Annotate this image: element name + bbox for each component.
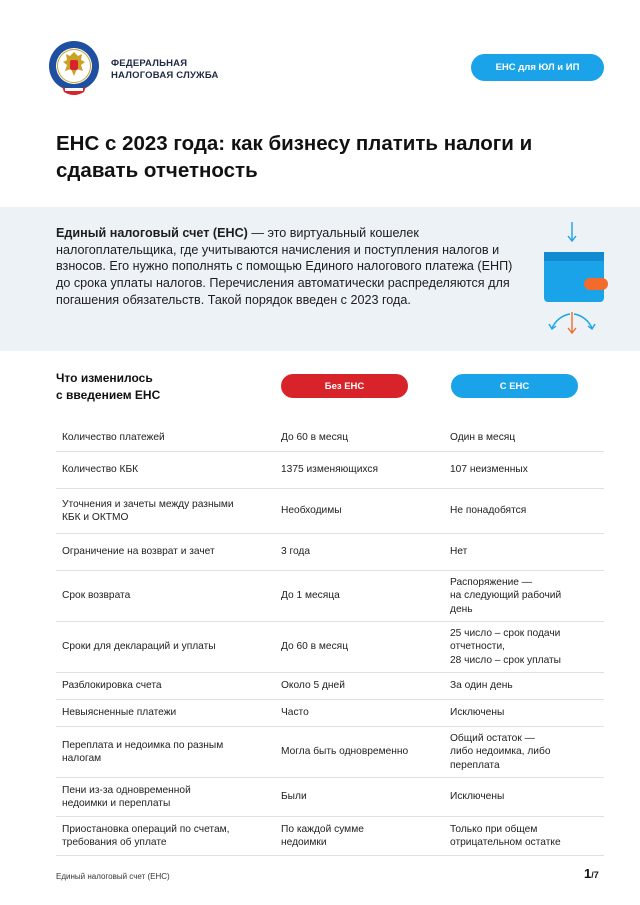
table-row (56, 452, 604, 489)
ens-for-business-button[interactable]: ЕНС для ЮЛ и ИП (471, 54, 604, 81)
row-without-ens: 3 года (281, 546, 311, 558)
row-without-ens: До 60 в месяц (281, 432, 349, 444)
row-item: Количество КБК (62, 464, 139, 476)
header (0, 0, 640, 110)
table-row (56, 673, 604, 700)
row-with-ens: Только при общем отрицательном остатке (450, 823, 561, 848)
row-with-ens: Исключены (450, 707, 505, 719)
row-with-ens: 25 число – срок подачи отчетности, 28 число – срок уплаты (450, 627, 562, 666)
row-item: Сроки для деклараций и уплаты (62, 641, 216, 653)
row-without-ens: Могла быть одновременно (281, 746, 409, 758)
org-name-line2: НАЛОГОВАЯ СЛУЖБА (111, 70, 219, 81)
row-without-ens: Были (281, 791, 307, 803)
table-row (56, 778, 604, 817)
row-with-ens: Нет (450, 546, 468, 558)
row-with-ens: Исключены (450, 791, 505, 803)
table-row (56, 817, 604, 856)
page-title: ЕНС с 2023 года: как бизнесу платить налоги и сдавать отчетность (56, 132, 533, 182)
footer-doc-name: Единый налоговый счет (ЕНС) (56, 872, 170, 881)
table-row (56, 489, 604, 534)
row-without-ens: Часто (281, 707, 309, 719)
org-name (111, 58, 219, 82)
row-with-ens: Общий остаток — либо недоимка, либо переплата (450, 732, 551, 771)
row-item: Ограничение на возврат и зачет (62, 546, 215, 558)
row-item: Срок возврата (62, 590, 131, 602)
row-without-ens: До 60 в месяц (281, 641, 349, 653)
table-row (56, 622, 604, 673)
comparison-heading (56, 370, 160, 404)
intro-term: Единый налоговый счет (ЕНС) (56, 226, 248, 240)
row-with-ens: За один день (450, 680, 513, 692)
row-with-ens: Один в месяц (450, 432, 516, 444)
row-with-ens: Распоряжение — на следующий рабочий день (450, 576, 562, 615)
comparison-heading-line2: с введением ЕНС (56, 388, 161, 402)
with-ens-label: С ЕНС (451, 374, 578, 398)
table-row (56, 425, 604, 452)
table-row (56, 534, 604, 571)
row-item: Уточнения и зачеты между разными КБК и ОКТМО (62, 498, 234, 523)
row-without-ens: До 1 месяца (281, 590, 340, 602)
table-row (56, 571, 604, 622)
comparison-table (56, 425, 604, 856)
row-item: Разблокировка счета (62, 680, 162, 692)
without-ens-label: Без ЕНС (281, 374, 408, 398)
intro-paragraph (56, 225, 526, 309)
table-row (56, 727, 604, 778)
row-without-ens: Необходимы (281, 505, 342, 517)
page-current: 1 (584, 866, 592, 881)
page-total: /7 (591, 870, 599, 880)
row-item: Пени из-за одновременной недоимки и переплаты (62, 784, 191, 809)
row-item: Невыясненные платежи (62, 707, 177, 719)
row-with-ens: 107 неизменных (450, 464, 528, 476)
row-item: Приостановка операций по счетам, требования об уплате (62, 823, 230, 848)
intro-text: — это виртуальный кошелек налогоплательщика, где учитываются начисления и поступления налогов и взносов. Его нужно пополнять с помощью Единого налогового платежа (ЕНП) до срока уплаты налогов. Перечисления автоматически распределяются для погашения обязательств. Такой порядок введен с 2023 года. (56, 226, 513, 307)
row-without-ens: Около 5 дней (281, 680, 345, 692)
row-item: Переплата и недоимка по разным налогам (62, 739, 224, 764)
table-row (56, 700, 604, 727)
row-item: Количество платежей (62, 432, 165, 444)
row-without-ens: 1375 изменяющихся (281, 464, 378, 476)
row-without-ens: По каждой сумме недоимки (281, 823, 364, 848)
wallet-icon (536, 220, 608, 338)
org-name-line1: ФЕДЕРАЛЬНАЯ (111, 58, 188, 69)
comparison-heading-line1: Что изменилось (56, 371, 153, 385)
fns-emblem-icon (48, 40, 100, 96)
page-number (584, 866, 599, 881)
row-with-ens: Не понадобятся (450, 505, 527, 517)
